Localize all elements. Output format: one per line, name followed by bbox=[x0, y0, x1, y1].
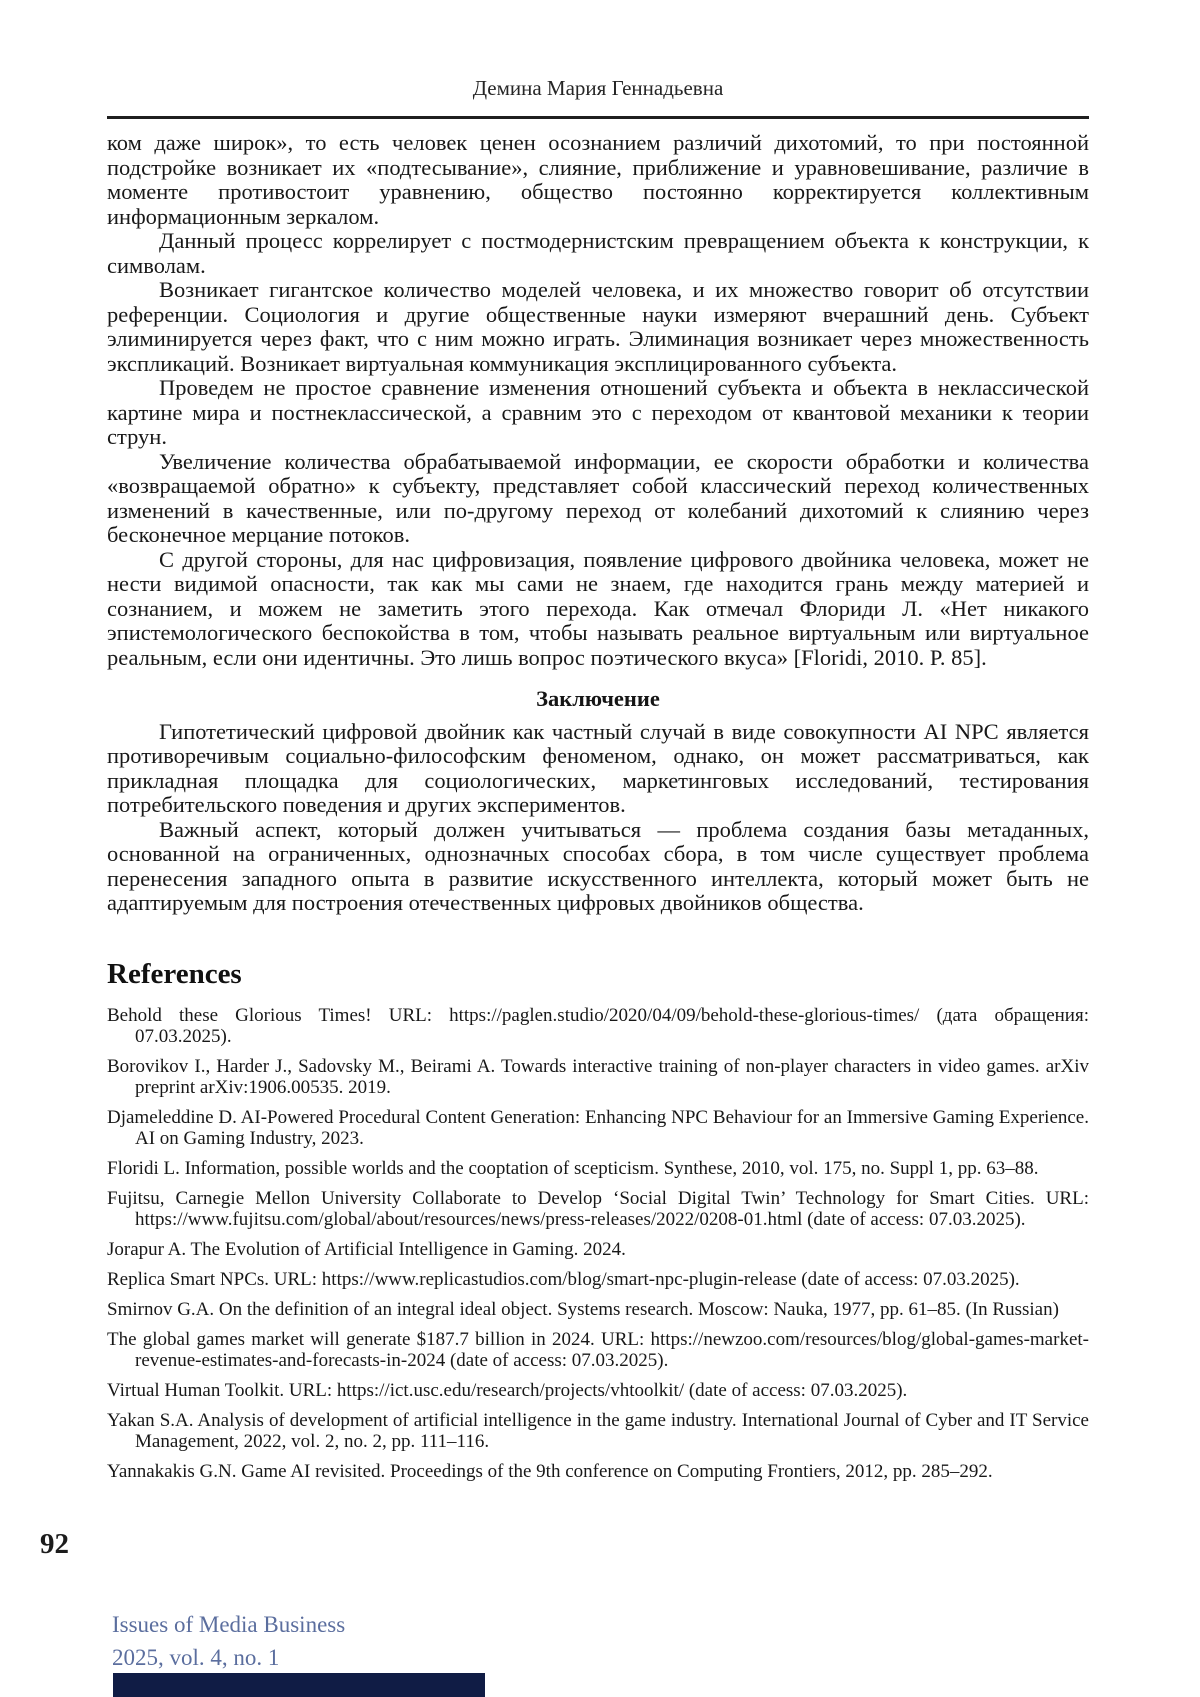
reference-entry: Djameleddine D. AI-Powered Procedural Content Generation: Enhancing NPC Behaviour for an Immersive Gaming Experience. AI on Gaming Industry, 2023. bbox=[107, 1106, 1089, 1149]
reference-entry: Replica Smart NPCs. URL: https://www.replicastudios.com/blog/smart-npc-plugin-release (date of access: 07.03.2025). bbox=[107, 1268, 1020, 1290]
references-list bbox=[107, 1005, 1089, 1482]
body-paragraph: ком даже широк», то есть человек ценен осознанием различий дихотомий, то при постоянной подстройке возникает их «подтесывание», слияние, приближение и уравновешивание, различие в моменте противостоит уравнению, общество постоянно корректируется коллективным информационным зеркалом. bbox=[107, 130, 1089, 229]
header-rule bbox=[107, 116, 1089, 119]
journal-title: Issues of Media Business bbox=[112, 1612, 346, 1637]
reference-entry: Smirnov G.A. On the definition of an integral ideal object. Systems research. Moscow: Nauka, 1977, pp. 61–85. (In Russian) bbox=[107, 1298, 1059, 1320]
reference-entry: Virtual Human Toolkit. URL: https://ict.usc.edu/research/projects/vhtoolkit/ (date of access: 07.03.2025). bbox=[107, 1379, 908, 1401]
conclusion-paragraph: Гипотетический цифровой двойник как частный случай в виде совокупности AI NPC является противоречивым социально-философским феноменом, однако, он может рассматриваться, как прикладная площадка для социологических, маркетинговых исследований, тестирования потребительского поведения и других экспериментов. bbox=[107, 718, 1089, 817]
running-head-author: Демина Мария Геннадьевна bbox=[472, 76, 724, 100]
reference-entry: Yannakakis G.N. Game AI revisited. Proceedings of the 9th conference on Computing Frontiers, 2012, pp. 285–292. bbox=[107, 1460, 993, 1482]
page-number: 92 bbox=[40, 1528, 69, 1560]
footer-accent-bar bbox=[113, 1673, 485, 1697]
journal-issue: 2025, vol. 4, no. 1 bbox=[112, 1645, 280, 1670]
body-paragraph: Проведем не простое сравнение изменения отношений субъекта и объекта в неклассической картине мира и постнеклассической, а сравним это с переходом от квантовой механики к теории струн. bbox=[107, 375, 1089, 449]
journal-footer bbox=[112, 1608, 345, 1674]
body-paragraph: Увеличение количества обрабатываемой информации, ее скорости обработки и количества «возвращаемой обратно» к субъекту, представляет собой классический переход количественных изменений в качественные, или по-другому переход от колебаний дихотомий к слиянию через бесконечное мерцание потоков. bbox=[107, 448, 1089, 547]
reference-entry: Yakan S.A. Analysis of development of artificial intelligence in the game industry. International Journal of Cyber and IT Service Management, 2022, vol. 2, no. 2, pp. 111–116. bbox=[107, 1409, 1089, 1452]
reference-entry: Jorapur A. The Evolution of Artificial Intelligence in Gaming. 2024. bbox=[107, 1238, 626, 1260]
body-paragraph: С другой стороны, для нас цифровизация, появление цифрового двойника человека, может не нести видимой опасности, так как мы сами не знаем, где находится грань между материей и сознанием, и можем не заметить этого перехода. Как отмечал Флориди Л. «Нет никакого эпистемологического беспокойства в том, чтобы называть реальное виртуальным или виртуальное реальным, если они идентичны. Это лишь вопрос поэтического вкуса» [Floridi, 2010. P. 85]. bbox=[107, 546, 1089, 670]
reference-entry: Borovikov I., Harder J., Sadovsky M., Beirami A. Towards interactive training of non-player characters in video games. arXiv preprint arXiv:1906.00535. 2019. bbox=[107, 1055, 1089, 1098]
body-paragraph: Возникает гигантское количество моделей человека, и их множество говорит об отсутствии референции. Социология и другие общественные науки измеряют вчерашний день. Субъект элиминируется через факт, что с ним можно играть. Элиминация возникает через множественность экспликаций. Возникает виртуальная коммуникация эксплицированного субъекта. bbox=[107, 277, 1089, 376]
body-paragraph: Данный процесс коррелирует с постмодернистским превращением объекта к конструкции, к символам. bbox=[107, 228, 1089, 278]
conclusion-paragraph: Важный аспект, который должен учитываться — проблема создания базы метаданных, основанной на ограниченных, однозначных способах сбора, в том числе существует проблема перенесения западного опыта в развитие искусственного интеллекта, который может быть не адаптируемым для построения отечественных цифровых двойников общества. bbox=[107, 816, 1089, 915]
conclusion-heading: Заключение bbox=[536, 686, 660, 711]
references-heading: References bbox=[107, 957, 242, 990]
reference-entry: Behold these Glorious Times! URL: https://paglen.studio/2020/04/09/behold-these-glorious-times/ (дата обращения: 07.03.2025). bbox=[107, 1004, 1089, 1047]
reference-entry: Floridi L. Information, possible worlds and the cooptation of scepticism. Synthese, 2010, vol. 175, no. Suppl 1, pp. 63–88. bbox=[107, 1157, 1039, 1179]
reference-entry: The global games market will generate $187.7 billion in 2024. URL: https://newzoo.com/resources/blog/global-games-market-revenue-estimates-and-forecasts-in-2024 (date of access: 07.03.2025). bbox=[107, 1328, 1089, 1371]
reference-entry: Fujitsu, Carnegie Mellon University Collaborate to Develop ‘Social Digital Twin’ Technology for Smart Cities. URL: https://www.fujitsu.com/global/about/resources/news/press-releases/2022/0208-01.html (date of access: 07.03.2025). bbox=[107, 1187, 1089, 1230]
page-content bbox=[107, 131, 1089, 1491]
article-body bbox=[107, 131, 1089, 916]
